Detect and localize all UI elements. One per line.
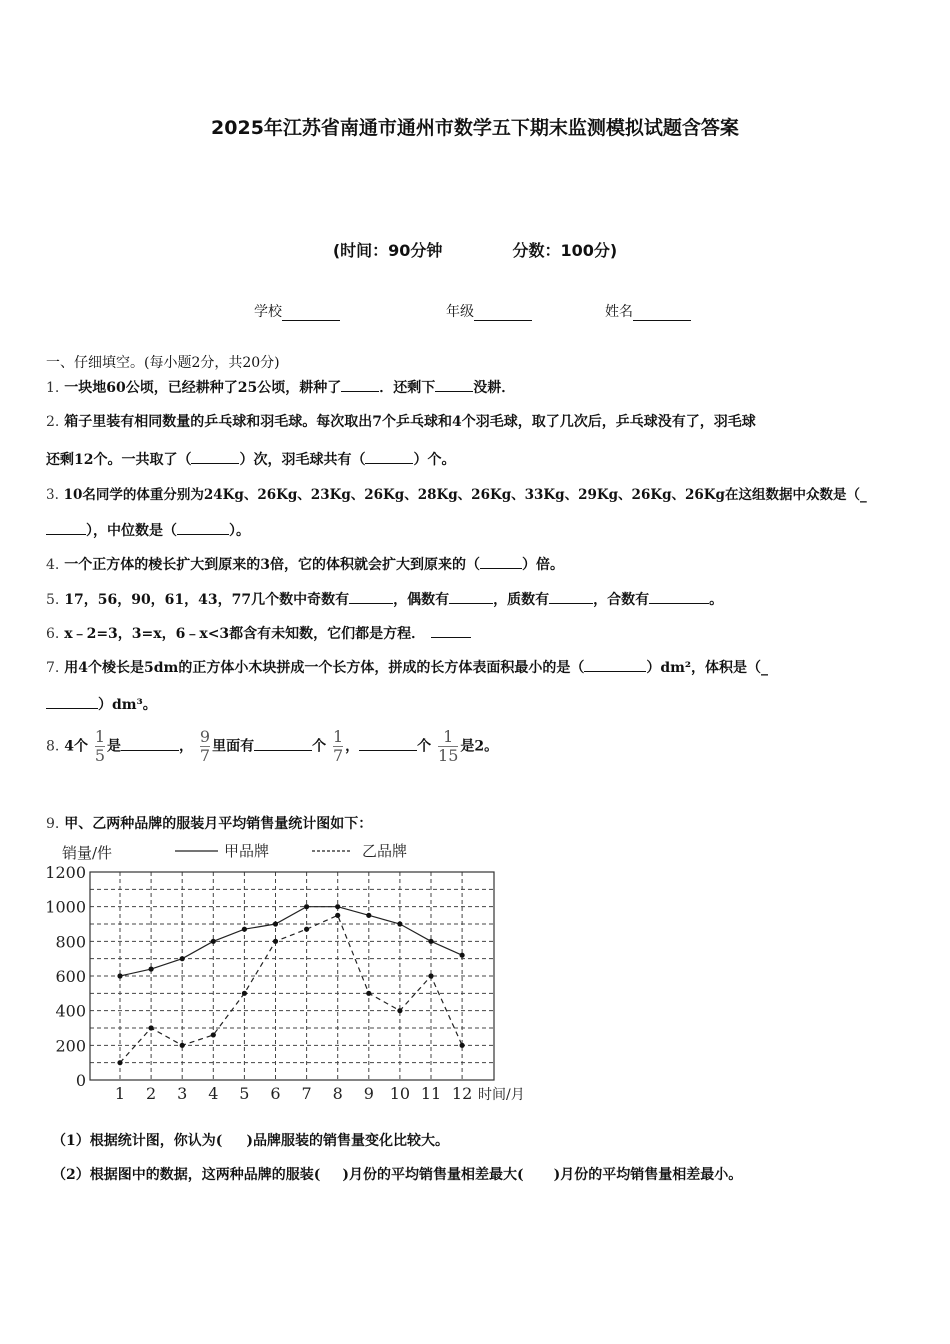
answer-blank[interactable] — [584, 659, 646, 672]
question-5 — [46, 589, 723, 609]
x-axis-ticks — [115, 1084, 472, 1103]
question-text: 一块地60公顷，已经耕种了25公顷，耕种了 — [64, 380, 342, 396]
answer-blank[interactable] — [480, 556, 522, 569]
question-text: ）倍。 — [521, 557, 564, 573]
y-axis-label: 销量/件 — [62, 844, 113, 862]
exam-score: 分数：100分) — [512, 241, 618, 260]
question-text: x﹣2=3，3=x，6﹣x<3都含有未知数，它们都是方程． — [64, 626, 426, 642]
page-title: 2025年江苏省南通市通州市数学五下期末监测模拟试题含答案 — [211, 117, 739, 139]
exam-time: (时间：90分钟 — [332, 241, 443, 260]
question-text: )品牌服装的销售量变化比较大。 — [246, 1133, 449, 1149]
question-number: 9. — [46, 816, 60, 832]
fraction: $\frac{1}{7}$ — [332, 727, 344, 765]
question-text: ，偶数有 — [393, 592, 450, 608]
question-7 — [46, 657, 768, 677]
answer-blank[interactable] — [121, 738, 179, 751]
svg-text:3: 3 — [177, 1084, 188, 1103]
question-text: 17，56，90，61，43，77几个数中奇数有 — [64, 592, 350, 608]
fraction: $\frac{1}{5}$ — [94, 727, 106, 765]
svg-text:2: 2 — [146, 1084, 157, 1103]
school-label: 学校 — [254, 304, 282, 320]
svg-text:1200: 1200 — [45, 863, 86, 882]
question-text: 还剩12个。一共取了（ — [46, 452, 192, 468]
name-field[interactable] — [605, 301, 691, 321]
subquestion-label: （2） — [52, 1167, 90, 1183]
question-4 — [46, 554, 564, 574]
question-text: ）dm²，体积是（_ — [646, 660, 769, 676]
answer-blank[interactable] — [449, 591, 493, 604]
answer-blank[interactable] — [435, 379, 473, 392]
question-number: 7. — [46, 660, 60, 676]
y-axis-ticks — [45, 863, 86, 1090]
question-9 — [46, 813, 372, 833]
question-3 — [46, 483, 867, 503]
svg-text:400: 400 — [55, 1001, 86, 1021]
svg-text:200: 200 — [55, 1036, 86, 1056]
question-number: 2. — [46, 414, 60, 430]
question-text: 根据统计图，你认为( — [89, 1133, 223, 1149]
question-text: 甲、乙两种品牌的服装月平均销售量统计图如下： — [64, 816, 373, 832]
name-blank[interactable] — [633, 306, 691, 321]
question-text: 箱子里装有相同数量的乒乓球和羽毛球。每次取出7个乒乓球和4个羽毛球，取了几次后，乒乓球没有了，羽毛球 — [64, 414, 756, 430]
question-text: 个 — [312, 738, 327, 755]
question-text: ， — [179, 738, 194, 755]
question-6 — [46, 623, 471, 643]
question-text: ， — [345, 738, 360, 755]
legend-label-a: 甲品牌 — [224, 842, 270, 860]
question-number: 3. — [46, 487, 59, 503]
fraction: $\frac{1}{15}$ — [438, 727, 459, 765]
question-text: ）。 — [229, 523, 250, 539]
svg-text:0: 0 — [75, 1071, 86, 1090]
question-number: 5. — [46, 592, 60, 608]
question-text: ）个。 — [413, 452, 456, 468]
answer-blank[interactable] — [254, 738, 312, 751]
exam-meta — [0, 238, 950, 261]
question-text: 个 — [417, 738, 432, 755]
question-8 — [46, 728, 498, 765]
fraction: $\frac{9}{7}$ — [199, 727, 211, 765]
answer-blank[interactable] — [46, 696, 98, 709]
question-2 — [46, 411, 756, 431]
chart-series — [117, 904, 464, 1065]
question-text: 。 — [709, 592, 724, 608]
question-1 — [46, 377, 515, 397]
svg-text:9: 9 — [363, 1084, 374, 1103]
question-text: )月份的平均销售量相差最大( — [342, 1167, 524, 1183]
answer-blank[interactable] — [649, 591, 709, 604]
question-text: ）dm³。 — [98, 697, 157, 713]
question-2-line2 — [46, 449, 455, 469]
svg-text:6: 6 — [270, 1084, 281, 1103]
question-3-line2 — [46, 520, 250, 540]
question-text: ）次，羽毛球共有（ — [239, 452, 366, 468]
answer-blank[interactable] — [349, 591, 393, 604]
svg-text:11: 11 — [420, 1084, 442, 1103]
x-axis-label: 时间/月 — [478, 1087, 525, 1103]
svg-text:800: 800 — [55, 932, 86, 952]
question-number: 8. — [46, 738, 60, 755]
answer-blank[interactable] — [46, 522, 86, 535]
school-field[interactable] — [254, 301, 340, 321]
svg-text:600: 600 — [55, 967, 86, 986]
section-title: 一、仔细填空。(每小题2分，共20分) — [46, 355, 280, 371]
question-text: 根据图中的数据，这两种品牌的服装( — [89, 1167, 321, 1183]
subquestion-2 — [52, 1164, 742, 1184]
answer-blank[interactable] — [191, 451, 239, 464]
question-number: 4. — [46, 557, 60, 573]
answer-blank[interactable] — [549, 591, 593, 604]
question-text: 是 — [107, 738, 122, 755]
question-text: 一个正方体的棱长扩大到原来的3倍，它的体积就会扩大到原来的（ — [64, 557, 480, 573]
svg-text:7: 7 — [301, 1084, 312, 1103]
question-text: 4个 — [64, 738, 88, 755]
question-text: )月份的平均销售量相差最小。 — [553, 1167, 743, 1183]
answer-blank[interactable] — [365, 451, 413, 464]
svg-text:4: 4 — [208, 1084, 219, 1103]
svg-text:10: 10 — [389, 1084, 411, 1103]
svg-text:1000: 1000 — [45, 897, 86, 917]
answer-blank[interactable] — [177, 522, 229, 535]
subquestion-1 — [52, 1130, 449, 1150]
svg-text:5: 5 — [239, 1084, 250, 1103]
answer-blank[interactable] — [359, 738, 417, 751]
question-text: ．还剩下 — [379, 380, 436, 396]
question-number: 6. — [46, 626, 60, 642]
question-text: 里面有 — [212, 738, 255, 755]
answer-blank[interactable] — [341, 379, 379, 392]
sales-line-chart — [40, 836, 560, 1111]
question-text: ），中位数是（ — [86, 523, 177, 539]
name-label: 姓名 — [605, 304, 633, 320]
legend-label-b: 乙品牌 — [362, 842, 408, 860]
grade-field[interactable] — [446, 301, 532, 321]
subquestion-label: （1） — [52, 1133, 90, 1149]
question-text: ，质数有 — [493, 592, 550, 608]
question-text: 用4个棱长是5dm的正方体小木块拼成一个长方体，拼成的长方体表面积最小的是（ — [64, 660, 585, 676]
question-text: 是2。 — [460, 738, 499, 755]
svg-text:1: 1 — [114, 1084, 126, 1103]
question-number: 1. — [46, 380, 60, 396]
answer-blank[interactable] — [431, 625, 471, 638]
question-7-line2 — [46, 694, 157, 714]
chart-legend — [62, 842, 407, 862]
svg-text:8: 8 — [332, 1084, 343, 1103]
question-text: 10名同学的体重分别为24Kg、26Kg、23Kg、26Kg、28Kg、26Kg、33Kg、29Kg、26Kg、26Kg在这组数据中众数是（_ — [63, 487, 867, 503]
svg-text:12: 12 — [451, 1084, 473, 1103]
school-blank[interactable] — [282, 306, 340, 321]
question-text: ，合数有 — [593, 592, 650, 608]
grade-label: 年级 — [446, 304, 474, 320]
question-text: 没耕． — [473, 380, 516, 396]
grade-blank[interactable] — [474, 306, 532, 321]
